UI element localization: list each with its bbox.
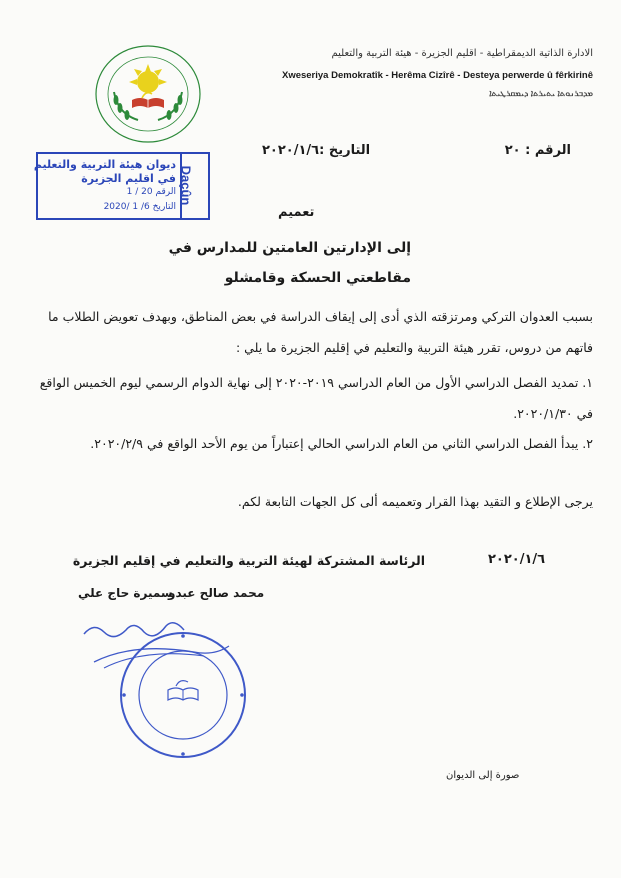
copy-to-note: صورة إلى الديوان [446, 770, 520, 781]
body-item-1: ١. تمديد الفصل الدراسي الأول من العام الدراسي ٢٠١٩-٢٠٢٠ إلى نهاية الدوام الرسمي ليوم الخميس الواقع في ٢٠٢٠/١/٣٠. [39, 375, 593, 421]
header-arabic-line: الادارة الذاتية الديمقراطية - اقليم الجزيرة - هيئة التربية والتعليم [331, 48, 593, 59]
official-seal [118, 630, 248, 760]
stamp-line-2: في اقليم الجزيرة [81, 172, 176, 185]
document-title: تعميم [278, 205, 315, 220]
addressee-line-2: مقاطعتي الحسكة وقامشلو [224, 270, 411, 286]
body-closing: يرجى الإطلاع و التقيد بهذا القرار وتعميمه ألى كل الجهات التابعة لكم. [237, 494, 593, 509]
addressee-line-1: إلى الإدارتين العامتين للمدارس في [168, 240, 411, 256]
stamp-line-4: التاريخ 6/ 1 /2020 [103, 202, 176, 212]
stamp-side-label: Daçûn [178, 165, 194, 206]
stamp-side-panel [180, 154, 208, 218]
stamp-line-3: الرقم 20 / 1 [126, 187, 176, 197]
signatory-name-2: محمد صالح عبدو [168, 586, 265, 600]
document-date: التاريخ :٢٠٢٠/١/٦ [262, 143, 371, 158]
organization-logo [92, 42, 204, 146]
reference-number: الرقم : ٢٠ [504, 143, 571, 158]
header-syriac-line: ܡܕܒܪܢܘܬܐ ܝܬܝܪܬܐ ܕܝܡܩܪܛܝܬܐ [489, 88, 593, 98]
registry-stamp [33, 152, 210, 220]
header-kurdish-line: Xweseriya Demokratîk - Herêma Cizîrê - Desteya perwerde û fêrkirinê [281, 70, 593, 81]
signature-date: ٢٠٢٠/١/٦ [488, 552, 546, 567]
signatory-name-1: سميرة حاج علي [78, 586, 173, 600]
body-intro-paragraph: بسبب العدوان التركي ومرتزقته الذي أدى إلى إيقاف الدراسة في بعض المناطق، وبهدف تعويض الطلاب ما فاتهم من دروس، تقرر هيئة التربية والتعليم في إقليم الجزيرة ما يلي : [48, 309, 593, 355]
signatory-title: الرئاسة المشتركة لهيئة التربية والتعليم في إقليم الجزيرة [72, 553, 425, 568]
body-item-2: ٢. يبدأ الفصل الدراسي الثاني من العام الدراسي الحالي إعتباراً من يوم الأحد الواقع في ٢٠٢٠/٢/٩. [90, 436, 593, 451]
stamp-line-1: ديوان هيئة التربية والتعليم [33, 158, 176, 171]
